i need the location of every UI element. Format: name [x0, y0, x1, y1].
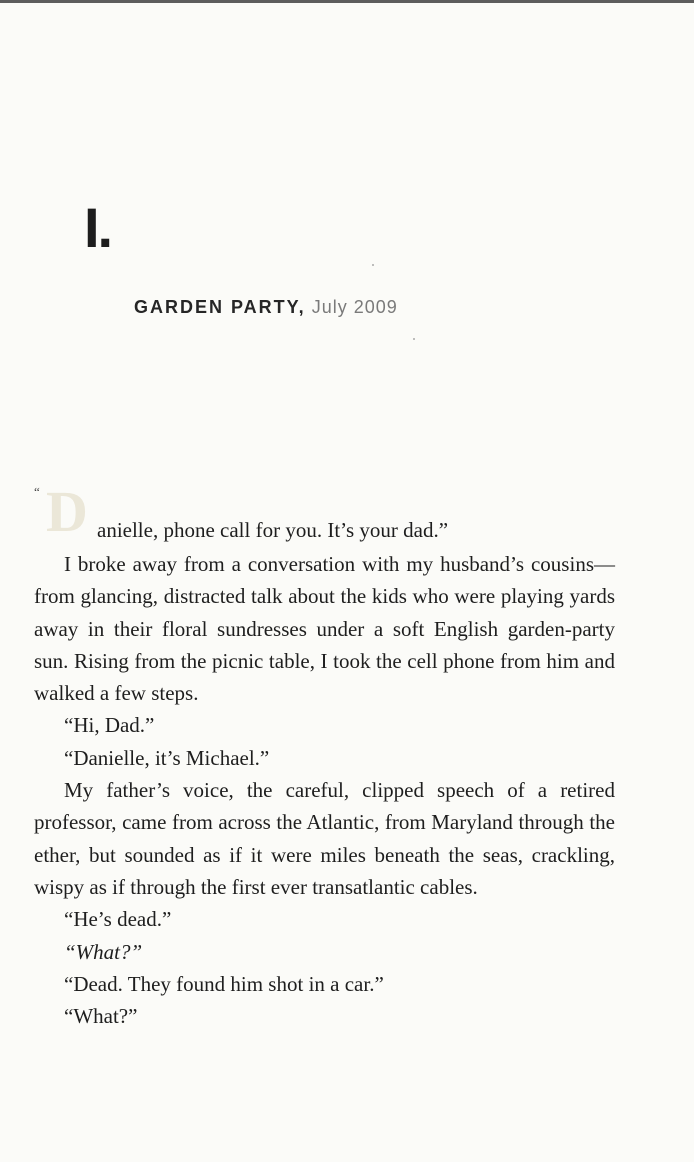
- paragraph-dialogue: “Hi, Dad.”: [64, 713, 155, 738]
- drop-cap: D: [46, 479, 88, 544]
- paragraph-father-voice: My father’s voice, the careful, clipped speech of a retired professor, came from across the Atlantic, from Maryland through the ether, but sounded as if it were miles beneath the seas, crackling, wispy as if through the first ever transatlantic cables.: [34, 778, 615, 899]
- paragraph-dialogue: “What?”: [64, 1004, 138, 1029]
- chapter-date: July 2009: [311, 297, 398, 317]
- paragraph-dialogue-italic: “What?”: [64, 939, 143, 964]
- chapter-title: GARDEN PARTY,: [134, 297, 306, 317]
- opening-paragraph: [34, 479, 615, 548]
- opening-line: anielle, phone call for you. It’s your dad.”: [97, 518, 449, 542]
- chapter-heading: [134, 295, 398, 319]
- paper-speck: [413, 338, 415, 340]
- page-top-edge: [0, 0, 694, 3]
- paper-speck: [372, 264, 374, 266]
- chapter-body: [34, 479, 615, 1032]
- paragraph-conversation: I broke away from a conversation with my husband’s cousins—from glancing, distracted talk about the kids who were playing yards away in their floral sundresses under a soft English garden-party sun. Rising from the picnic table, I took the cell phone from him and walked a few steps.: [34, 552, 615, 706]
- chapter-number: I.: [84, 196, 112, 259]
- paragraph-dialogue: “Danielle, it’s Michael.”: [64, 745, 270, 770]
- opening-quote-mark: “: [34, 484, 40, 499]
- paragraph-dialogue: “He’s dead.”: [64, 907, 172, 932]
- paragraph-dialogue: “Dead. They found him shot in a car.”: [64, 971, 384, 996]
